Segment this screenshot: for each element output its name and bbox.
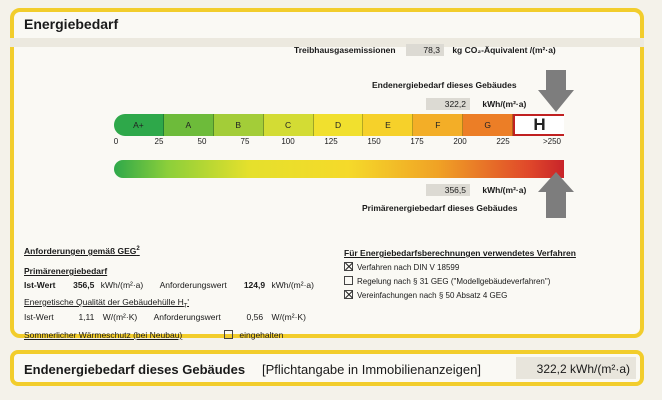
energy-class-f: F — [413, 114, 463, 136]
emissions-label: Treibhausgasemissionen — [294, 45, 396, 55]
scale-tick-label: 150 — [367, 137, 381, 146]
end-energy-arrow-icon — [538, 70, 574, 112]
energy-class-d: D — [314, 114, 364, 136]
footer-banner — [10, 350, 644, 386]
footer-note: [Pflichtangabe in Immobilienanzeigen] — [262, 362, 481, 377]
primary-energy-gradient — [114, 160, 564, 178]
summer-checkbox[interactable] — [224, 330, 233, 339]
energy-class-b: B — [214, 114, 264, 136]
procedures-list — [344, 262, 550, 304]
scale-tick-label: 175 — [410, 137, 424, 146]
footer-title: Endenergiebedarf dieses Gebäudes — [24, 362, 246, 377]
requirements-heading: Anforderungen gemäß GEG$^2$ — [24, 246, 140, 256]
emissions-unit: kg CO₂-Äquivalent /(m²·a) — [452, 45, 556, 55]
scale-tick-label: 100 — [281, 137, 295, 146]
scale-tick-label: 25 — [154, 137, 164, 146]
procedure-checkbox[interactable] — [344, 262, 353, 271]
energy-class-a-plus: A+ — [114, 114, 164, 136]
primary-energy-value: 356,5 — [426, 184, 470, 196]
procedure-item — [344, 262, 550, 272]
energy-demand-panel — [10, 8, 644, 338]
end-energy-unit: kWh/(m²·a) — [482, 99, 527, 109]
primary-energy-unit: kWh/(m²·a) — [482, 185, 527, 195]
end-energy-value: 322,2 — [426, 98, 470, 110]
energy-class-scale — [114, 114, 564, 136]
panel-title: Energiebedarf — [24, 16, 119, 32]
hull-heading: Energetische Qualität der Gebäudehülle $H_T'$ — [24, 297, 190, 310]
footer-value: 322,2 kWh/(m²·a) — [536, 362, 630, 376]
hull-ist-row: Ist-Wert 1,11 W/(m²·K) Anforderungswert 0,56 W/(m²·K) — [24, 312, 306, 322]
primary-energy-value-row — [426, 184, 526, 196]
scale-tick-label: 225 — [496, 137, 510, 146]
primary-energy-label: Primärenergiebedarf dieses Gebäudes — [362, 203, 518, 213]
primary-requirements-heading: Primärenergiebedarf — [24, 266, 108, 276]
energy-class-h: H — [513, 114, 564, 136]
procedures-heading: Für Energiebedarfsberechnungen verwendetes Verfahren — [344, 248, 576, 258]
summer-heading: Sommerlicher Wärmeschutz (bei Neubau) — [24, 330, 183, 340]
procedure-checkbox[interactable] — [344, 276, 353, 285]
energy-class-a: A — [164, 114, 214, 136]
scale-tick-label: >250 — [542, 137, 562, 146]
energy-class-e: E — [363, 114, 413, 136]
scale-ticks — [114, 137, 564, 149]
emissions-value: 78,3 — [406, 44, 444, 56]
summer-check: eingehalten — [224, 330, 283, 340]
scale-tick-label: 75 — [240, 137, 250, 146]
procedure-label: Regelung nach § 31 GEG ("Modellgebäudeverfahren") — [357, 277, 551, 286]
emissions-row — [294, 44, 556, 56]
procedure-label: Vereinfachungen nach § 50 Absatz 4 GEG — [357, 291, 508, 300]
end-energy-label: Endenergiebedarf dieses Gebäudes — [372, 80, 517, 90]
scale-tick-label: 200 — [453, 137, 467, 146]
scale-tick-label: 0 — [113, 137, 119, 146]
energy-class-c: C — [264, 114, 314, 136]
primary-ist-row: Ist-Wert 356,5 kWh/(m²·a) Anforderungswert 124,9 kWh/(m²·a) — [24, 280, 314, 290]
primary-energy-arrow-icon — [538, 172, 574, 218]
energy-class-g: G — [463, 114, 513, 136]
procedure-item — [344, 290, 550, 300]
end-energy-value-row — [426, 98, 526, 110]
procedure-checkbox[interactable] — [344, 290, 353, 299]
procedure-item — [344, 276, 550, 286]
scale-tick-label: 125 — [324, 137, 338, 146]
scale-tick-label: 50 — [197, 137, 207, 146]
procedure-label: Verfahren nach DIN V 18599 — [357, 263, 460, 272]
